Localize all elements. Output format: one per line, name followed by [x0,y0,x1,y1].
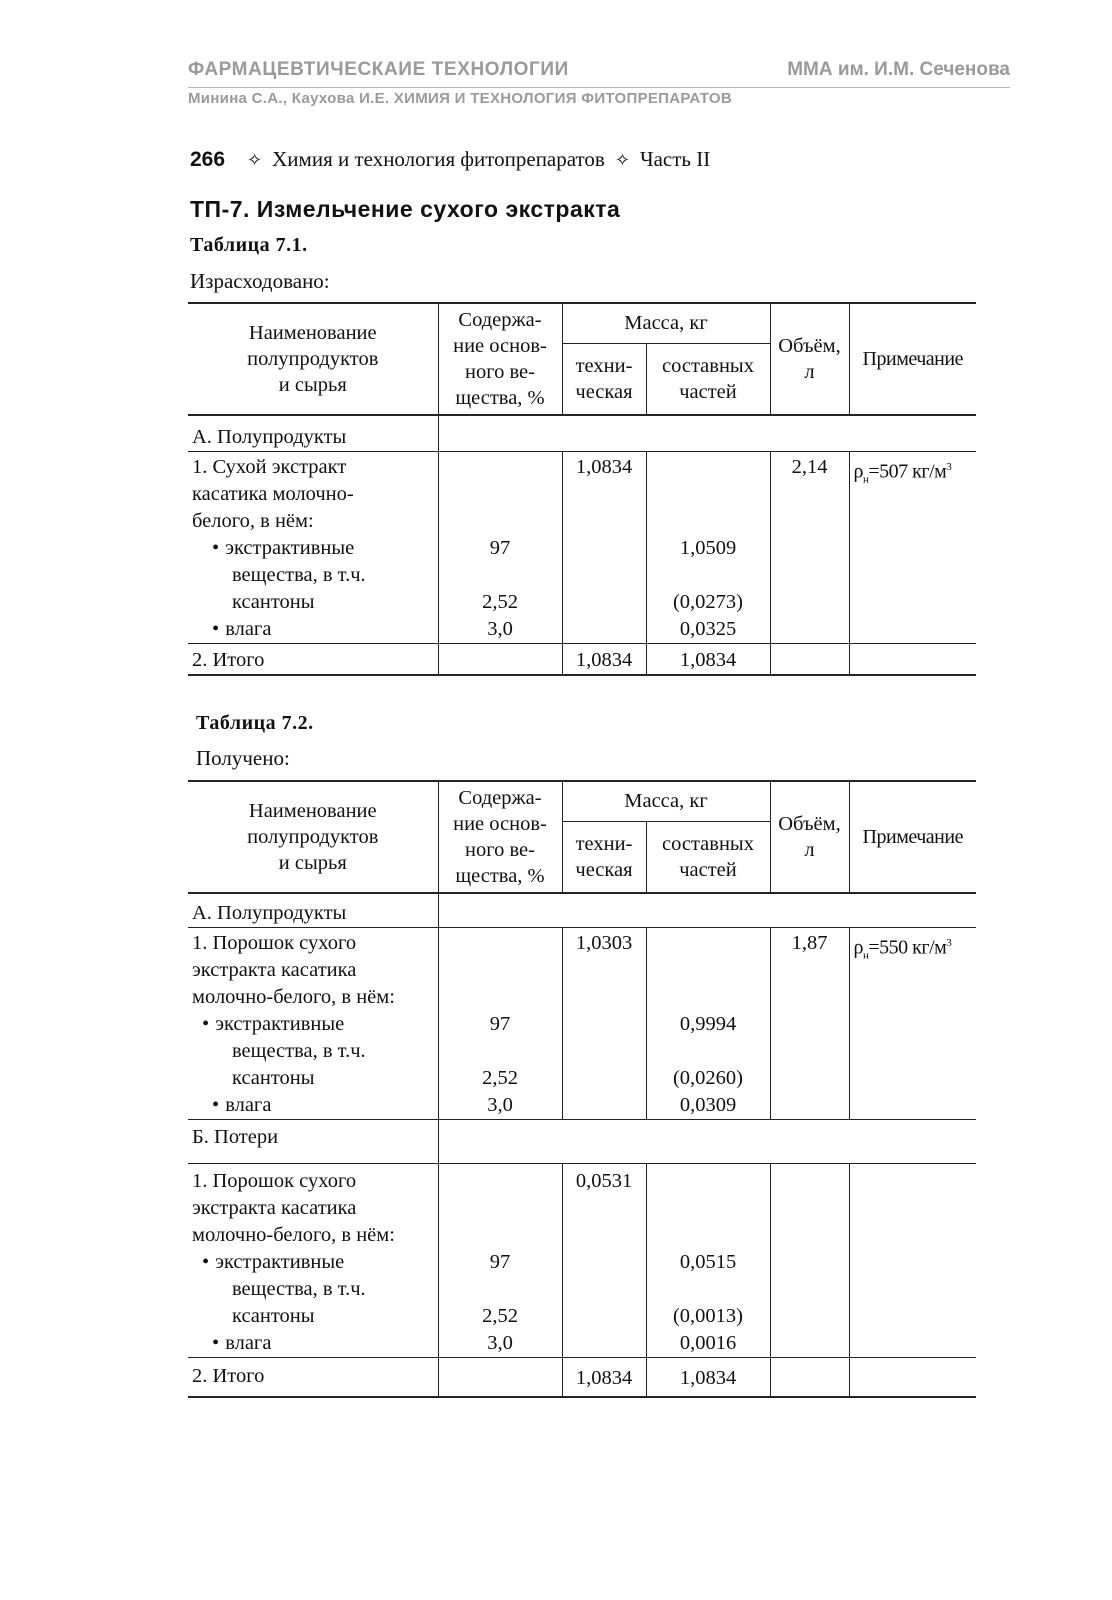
row-name [188,1092,438,1120]
col-header-line: л [804,839,815,861]
col-header-line: Наименование [248,800,377,822]
total-content [438,644,562,676]
col-header-note: Примечание [849,781,976,893]
total-content [438,1358,562,1398]
loss-parts [646,1164,770,1250]
col-header-line: щества, % [455,865,545,887]
row-note [849,589,976,616]
col-header-line: щества, % [455,387,545,409]
row-note [849,1038,976,1065]
diamond-icon: ✧ [247,150,263,170]
col-header-line: полупродуктов [247,348,379,370]
col-header-tech [562,343,646,415]
col-header-line: составных [662,832,754,855]
density-value: =550 кг/м [868,936,947,959]
row-tech [562,535,646,562]
total-parts: 1,0834 [646,644,770,676]
table-row [188,1303,976,1330]
table-row [188,1276,976,1303]
section-label: А. Полупродукты [188,893,438,928]
col-header-line: частей [679,380,737,403]
rho-subscript: н [862,949,869,962]
table-row [188,589,976,616]
row-tech [562,1011,646,1038]
col-header-line: Объём, [778,335,841,357]
row-note [849,1249,976,1276]
col-header-line: Содержа- [458,309,542,331]
page-number: 266 [190,148,226,171]
loss-note [849,1164,976,1250]
row-note [849,1011,976,1038]
col-header-volume [770,303,849,415]
row-content: 97 [438,1249,562,1276]
table-row [188,535,976,562]
header-left: ФАРМАЦЕВТИЧЕСКАИЕ ТЕХНОЛОГИИ [188,59,569,80]
col-header-line: Наименование [248,322,377,344]
item-note [849,452,976,536]
col-header-line: ческая [575,858,633,881]
item-line: экстракта касатика [192,1197,357,1219]
col-header-line: ние основ- [453,813,547,835]
total-volume [770,1358,849,1398]
row-name: вещества, в т.ч. [232,1040,366,1062]
book-title: Химия и технология фитопрепаратов [272,147,605,171]
row-note [849,1330,976,1358]
table-subtitle: Израсходовано: [190,269,330,293]
col-header-content [438,781,562,893]
table-7-2 [188,780,976,1398]
table-caption: Таблица 7.2. [196,712,314,734]
col-header-name [188,303,438,415]
section-empty [438,415,976,452]
row-content: 2,52 [438,589,562,616]
col-header-line: Содержа- [458,787,542,809]
row-label: экстрактивные [215,1251,345,1273]
section-empty [438,1120,976,1164]
row-label: экстрактивные [225,537,355,559]
table-row [188,1011,976,1038]
item-line: белого, в нём: [192,510,314,532]
row-parts: (0,0273) [646,589,770,616]
row-label: влага [225,1332,272,1354]
section-label: Б. Потери [188,1120,438,1164]
row-parts: 1,0509 [646,535,770,562]
rho-symbol: ρ [853,936,863,959]
col-header-line: Объём, [778,813,841,835]
item-parts [646,452,770,536]
item-tech-mass: 1,0303 [562,928,646,1012]
row-volume [770,1330,849,1358]
table-row [188,1330,976,1358]
row-volume [770,589,849,616]
total-row [188,1358,976,1398]
table-row [188,1249,976,1276]
col-header-mass: Масса, кг [562,303,770,343]
bullet-icon: • [202,1251,210,1273]
loss-content [438,1164,562,1250]
row-parts: (0,0013) [646,1303,770,1330]
row-tech [562,616,646,644]
row-content [438,1038,562,1065]
row-content [438,1276,562,1303]
row-volume [770,1276,849,1303]
item-volume: 2,14 [770,452,849,536]
row-parts: 0,0325 [646,616,770,644]
total-note [849,644,976,676]
col-header-parts [646,821,770,893]
col-header-line: техни- [575,832,633,855]
row-content: 3,0 [438,1092,562,1120]
col-header-line: и сырья [278,374,347,396]
col-header-content [438,303,562,415]
loss-name [188,1164,438,1250]
item-content [438,928,562,1012]
row-name: вещества, в т.ч. [232,564,366,586]
col-header-line: л [804,361,815,383]
col-header-parts [646,343,770,415]
header-subtitle: Минина С.А., Каухова И.Е. ХИМИЯ И ТЕХНОЛОГИЯ ФИТОПРЕПАРАТОВ [188,90,732,107]
table-caption: Таблица 7.1. [190,234,308,256]
table-row [188,616,976,644]
running-head [190,147,710,172]
col-header-volume [770,781,849,893]
section-empty [438,893,976,928]
item-line: молочно-белого, в нём: [192,1224,395,1246]
table-row [188,1065,976,1092]
row-parts: 0,9994 [646,1011,770,1038]
row-volume [770,562,849,589]
table-row [188,562,976,589]
row-content: 97 [438,1011,562,1038]
table-row [188,1092,976,1120]
row-tech [562,1249,646,1276]
row-volume [770,1065,849,1092]
density-superscript: 3 [946,937,952,949]
col-header-line: ние основ- [453,335,547,357]
col-header-line: техни- [575,354,633,377]
row-parts [646,1038,770,1065]
density-superscript: 3 [946,461,952,473]
col-header-mass: Масса, кг [562,781,770,821]
row-parts [646,1276,770,1303]
row-note [849,616,976,644]
row-note [849,1276,976,1303]
row-parts: 0,0016 [646,1330,770,1358]
col-header-tech [562,821,646,893]
row-tech [562,589,646,616]
item-tech-mass: 1,0834 [562,452,646,536]
row-volume [770,535,849,562]
row-note [849,1303,976,1330]
row-name: ксантоны [232,1305,315,1327]
loss-volume [770,1164,849,1250]
bullet-icon: • [212,1094,220,1116]
item-line: молочно-белого, в нём: [192,986,395,1008]
col-header-line: частей [679,858,737,881]
col-header-line: составных [662,354,754,377]
bullet-icon: • [202,1013,210,1035]
total-label: 2. Итого [188,644,438,676]
loss-tech-mass: 0,0531 [562,1164,646,1250]
row-content: 3,0 [438,1330,562,1358]
row-volume [770,1303,849,1330]
total-note [849,1358,976,1398]
row-tech [562,562,646,589]
table-subtitle: Получено: [196,746,290,770]
row-volume [770,616,849,644]
item-line: касатика молочно- [192,483,354,505]
row-name [188,1011,438,1038]
total-tech: 1,0834 [562,1358,646,1398]
total-row [188,644,976,676]
row-volume [770,1249,849,1276]
bullet-icon: • [212,618,220,640]
row-parts [646,562,770,589]
total-parts: 1,0834 [646,1358,770,1398]
section-title: ТП-7. Измельчение сухого экстракта [190,196,621,222]
total-label: 2. Итого [188,1358,438,1398]
col-header-line: и сырья [278,852,347,874]
header-right: ММА им. И.М. Сеченова [787,59,1010,80]
item-line: экстракта касатика [192,959,357,981]
row-tech [562,1038,646,1065]
row-tech [562,1276,646,1303]
density-value: =507 кг/м [868,460,947,483]
bullet-icon: • [212,537,220,559]
rho-symbol: ρ [853,460,863,483]
col-header-line: полупродуктов [247,826,379,848]
row-note [849,1065,976,1092]
col-header-line: ческая [575,380,633,403]
row-volume [770,1011,849,1038]
row-tech [562,1330,646,1358]
item-line: 1. Порошок сухого [192,1170,357,1192]
row-note [849,1092,976,1120]
row-name: ксантоны [232,591,315,613]
row-parts: 0,0309 [646,1092,770,1120]
col-header-name [188,781,438,893]
row-name [188,1330,438,1358]
row-note [849,562,976,589]
item-name [188,928,438,1012]
row-name: ксантоны [232,1067,315,1089]
row-volume [770,1092,849,1120]
row-parts: 0,0515 [646,1249,770,1276]
row-content: 2,52 [438,1065,562,1092]
row-content [438,562,562,589]
col-header-line: ного ве- [465,839,535,861]
table-7-1 [188,302,976,676]
total-tech: 1,0834 [562,644,646,676]
bullet-icon: • [212,1332,220,1354]
row-label: влага [225,618,272,640]
item-line: 1. Порошок сухого [192,932,357,954]
row-label: влага [225,1094,272,1116]
col-header-line: ного ве- [465,361,535,383]
item-note [849,928,976,1012]
table-row [188,1038,976,1065]
item-content [438,452,562,536]
row-content: 97 [438,535,562,562]
row-content: 3,0 [438,616,562,644]
row-tech [562,1065,646,1092]
row-volume [770,1038,849,1065]
row-tech [562,1092,646,1120]
row-label: экстрактивные [215,1013,345,1035]
part-label: Часть II [639,147,711,171]
row-tech [562,1303,646,1330]
row-name [188,535,438,562]
row-name [188,1249,438,1276]
row-name [188,616,438,644]
item-volume: 1,87 [770,928,849,1012]
row-note [849,535,976,562]
page-header [188,59,1010,88]
row-content: 2,52 [438,1303,562,1330]
total-volume [770,644,849,676]
item-parts [646,928,770,1012]
item-name [188,452,438,536]
diamond-icon: ✧ [614,150,630,170]
row-name: вещества, в т.ч. [232,1278,366,1300]
item-line: 1. Сухой экстракт [192,456,347,478]
col-header-note: Примечание [849,303,976,415]
row-parts: (0,0260) [646,1065,770,1092]
section-label: А. Полупродукты [188,415,438,452]
rho-subscript: н [862,473,869,486]
